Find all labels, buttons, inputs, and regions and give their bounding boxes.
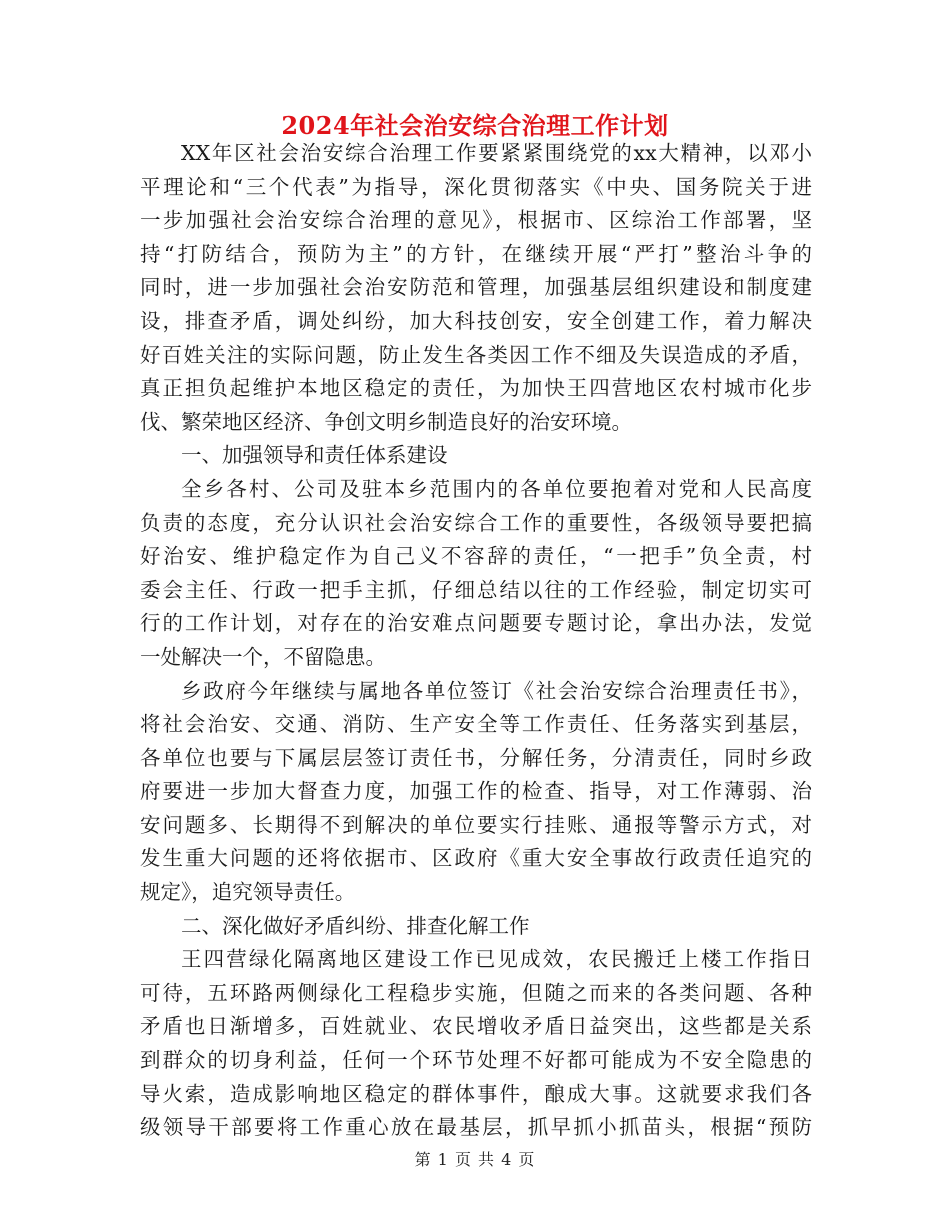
section-heading: 二、深化做好矛盾纠纷、排查化解工作 <box>181 913 530 938</box>
text-line: 到群众的切身利益，任何一个环节处理不好都可能成为不安全隐患的 <box>140 1048 812 1073</box>
text-line: 负责的态度，充分认识社会治安综合工作的重要性，各级领导要把搞 <box>140 510 812 535</box>
section-heading: 一、加强领导和责任体系建设 <box>181 443 448 468</box>
text-line: 行的工作计划，对存在的治安难点问题要专题讨论，拿出办法，发觉 <box>140 611 812 636</box>
text-line: 各单位也要与下属层层签订责任书，分解任务，分清责任，同时乡政 <box>140 745 812 770</box>
text-line: 好百姓关注的实际问题，防止发生各类因工作不细及失误造成的矛盾， <box>140 342 812 367</box>
text-line: 一处解决一个，不留隐患。 <box>140 644 386 669</box>
text-line: 规定》，追究领导责任。 <box>140 880 356 905</box>
document-title: 2024年社会治安综合治理工作计划 <box>281 111 669 140</box>
text-line: 全乡各村、公司及驻本乡范围内的各单位要抱着对党和人民高度 <box>181 476 812 501</box>
text-line: 府要进一步加大督查力度，加强工作的检查、指导，对工作薄弱、治 <box>140 779 812 804</box>
text-line: 持“打防结合，预防为主”的方针，在继续开展“严打”整治斗争的 <box>140 241 812 266</box>
text-line: 设，排查矛盾，调处纠纷，加大科技创安，安全创建工作，着力解决 <box>140 308 812 333</box>
text-line: 王四营绿化隔离地区建设工作已见成效，农民搬迁上楼工作指日 <box>181 947 812 972</box>
text-line: 伐、繁荣地区经济、争创文明乡制造良好的治安环境。 <box>140 409 632 434</box>
text-line: 矛盾也日渐增多，百姓就业、农民增收矛盾日益突出，这些都是关系 <box>140 1014 812 1039</box>
document-body <box>140 137 812 1145</box>
text-line: 乡政府今年继续与属地各单位签订《社会治安综合治理责任书》， <box>181 678 812 703</box>
page-number-footer: 第 1 页 共 4 页 <box>414 1150 536 1169</box>
text-line: 好治安、维护稳定作为自己义不容辞的责任，“一把手”负全责，村 <box>140 544 812 569</box>
text-line: 级领导干部要将工作重心放在最基层，抓早抓小抓苗头，根据“预防 <box>140 1115 812 1140</box>
text-line: 一步加强社会治安综合治理的意见》，根据市、区综治工作部署，坚 <box>140 208 812 233</box>
text-line: 可待，五环路两侧绿化工程稳步实施，但随之而来的各类问题、各种 <box>140 980 812 1005</box>
text-line: 平理论和“三个代表”为指导，深化贯彻落实《中央、国务院关于进 <box>140 174 812 199</box>
text-line: 将社会治安、交通、消防、生产安全等工作责任、任务落实到基层， <box>140 712 812 737</box>
text-line: 导火索，造成影响地区稳定的群体事件，酿成大事。这就要求我们各 <box>140 1081 812 1106</box>
text-line: 真正担负起维护本地区稳定的责任，为加快王四营地区农村城市化步 <box>140 376 812 401</box>
text-line: 委会主任、行政一把手主抓，仔细总结以往的工作经验，制定切实可 <box>140 577 812 602</box>
text-line: 同时，进一步加强社会治安防范和管理，加强基层组织建设和制度建 <box>140 275 812 300</box>
text-line: XX年区社会治安综合治理工作要紧紧围绕党的xx大精神，以邓小 <box>181 141 812 165</box>
text-line: 发生重大问题的还将依据市、区政府《重大安全事故行政责任追究的 <box>140 846 812 871</box>
text-line: 安问题多、长期得不到解决的单位要实行挂账、通报等警示方式，对 <box>140 812 812 837</box>
